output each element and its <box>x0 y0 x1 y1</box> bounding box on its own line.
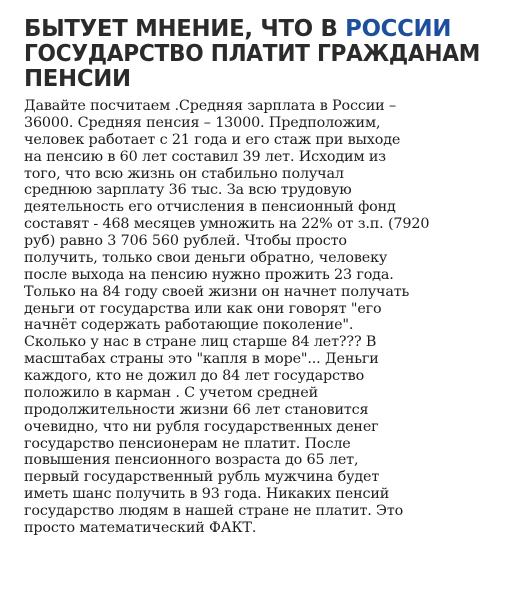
body-line: Сколько у нас в стране лиц старше 84 лет??? В <box>24 334 377 351</box>
article-body <box>24 98 494 537</box>
body-line: на пенсию в 60 лет составил 39 лет. Исходим из <box>24 148 386 165</box>
body-line: государство людям в нашей стране не платит. Это <box>24 503 404 519</box>
body-line: того, что всю жизнь он стабильно получал <box>24 165 344 182</box>
body-line: каждого, кто не дожил до 84 лет государство <box>24 368 365 384</box>
headline-line-1-text: БЫТУЕТ МНЕНИЕ, ЧТО В <box>24 14 346 42</box>
body-line: составят - 468 месяцев умножить на 22% от з.п. (7920 <box>24 216 430 233</box>
body-line: деньги от государства или как они говорят "его <box>24 300 382 317</box>
body-line: среднюю зарплату 36 тыс. За всю трудовую <box>24 182 352 199</box>
headline-accent-word: РОССИИ <box>345 14 452 42</box>
headline-line-3: ПЕНСИИ <box>24 64 131 92</box>
body-line: иметь шанс получить в 93 года. Никаких пенсий <box>24 486 390 503</box>
body-line: продолжительности жизни 66 лет становится <box>24 401 369 418</box>
headline-line-2: ГОСУДАРСТВО ПЛАТИТ ГРАЖДАНАМ <box>24 39 481 67</box>
headline-line-1 <box>24 16 480 41</box>
body-line: очевидно, что ни рубля государственных денег <box>24 418 379 435</box>
body-line: Только на 84 году своей жизни он начнет получать <box>24 283 410 300</box>
body-line: первый государственный рубль мужчина будет <box>24 469 380 486</box>
body-line: положило в карман . С учетом средней <box>24 384 318 401</box>
body-line: получить, только свои деньги обратно, человеку <box>24 249 388 266</box>
body-line: 36000. Средняя пенсия – 13000. Предположим, <box>24 114 381 131</box>
headline <box>24 16 485 91</box>
body-line: после выхода на пенсию нужно прожить 23 года. <box>24 266 394 283</box>
body-line: масштабах страны это "капля в море"... Деньги <box>24 351 379 368</box>
body-line: человек работает с 21 года и его стаж при выходе <box>24 131 401 148</box>
body-line: Давайте посчитаем .Средняя зарплата в России – <box>24 98 397 114</box>
body-line: руб) равно 3 706 560 рублей. Чтобы просто <box>24 233 347 249</box>
body-line: начнёт содержать работающие поколение". <box>24 317 354 334</box>
body-line: повышения пенсионного возраста до 65 лет, <box>24 452 359 469</box>
body-line: государство пенсионерам не платит. После <box>24 435 351 452</box>
body-line: просто математический ФАКТ. <box>24 519 257 536</box>
body-line: деятельность его отчисления в пенсионный фонд <box>24 199 396 216</box>
